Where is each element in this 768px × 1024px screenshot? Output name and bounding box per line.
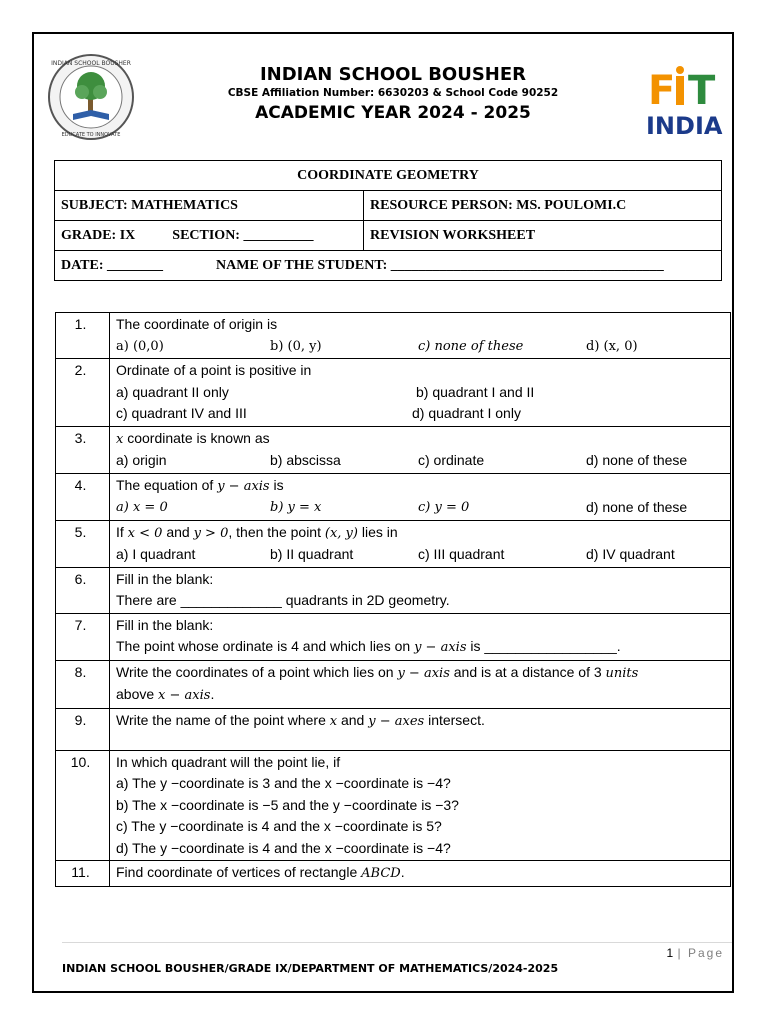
academic-year: ACADEMIC YEAR 2024 - 2025 bbox=[255, 103, 531, 123]
question-number: 5. bbox=[56, 520, 110, 567]
question-number: 3. bbox=[56, 426, 110, 473]
question-text: The coordinate of origin is bbox=[116, 316, 278, 332]
question-number: 7. bbox=[56, 613, 110, 660]
option-b: b) abscissa bbox=[270, 452, 341, 468]
question-number: 9. bbox=[56, 708, 110, 750]
question-text: x coordinate is known as bbox=[116, 429, 270, 447]
school-logo-text: INDIAN SCHOOL BOUSHER bbox=[51, 60, 131, 67]
date-field[interactable]: DATE: ________ bbox=[61, 257, 164, 273]
option-d: d) (x, 0) bbox=[586, 338, 638, 354]
question-text: If x < 0 and y > 0, then the point (x, y) lies in bbox=[116, 523, 398, 541]
sub-question-d: d) The y −coordinate is 4 and the x −coordinate is −4? bbox=[116, 839, 451, 856]
option-a: a) I quadrant bbox=[116, 546, 196, 562]
question-number: 11. bbox=[56, 861, 110, 887]
footer-text: INDIAN SCHOOL BOUSHER/GRADE IX/DEPARTMENT OF MATHEMATICS/2024-2025 bbox=[62, 962, 559, 975]
section-field[interactable]: SECTION: __________ bbox=[172, 227, 314, 243]
grade-label: GRADE: IX bbox=[61, 227, 136, 243]
school-logo bbox=[46, 52, 136, 142]
question-row bbox=[56, 660, 731, 708]
option-b: b) y = x bbox=[270, 500, 322, 515]
question-row bbox=[56, 750, 731, 861]
question-number: 6. bbox=[56, 567, 110, 613]
question-text: Write the coordinates of a point which lies on y − axis and is at a distance of 3 units bbox=[116, 663, 639, 681]
resource-person-cell: RESOURCE PERSON: MS. POULOMI.C bbox=[364, 191, 722, 221]
question-row bbox=[56, 313, 731, 359]
question-row bbox=[56, 613, 731, 660]
question-number: 10. bbox=[56, 750, 110, 861]
fit-india-logo bbox=[646, 64, 730, 138]
option-c: c) III quadrant bbox=[418, 546, 505, 562]
question-text: In which quadrant will the point lie, if bbox=[116, 753, 341, 770]
question-number: 8. bbox=[56, 660, 110, 708]
fit-logo-top: F bbox=[648, 68, 676, 114]
option-a: a) (0,0) bbox=[116, 338, 164, 354]
student-name-field[interactable]: NAME OF THE STUDENT: _______________________________________ bbox=[216, 257, 664, 273]
school-name: INDIAN SCHOOL BOUSHER bbox=[259, 64, 527, 85]
option-c: c) ordinate bbox=[418, 452, 485, 468]
question-text: Ordinate of a point is positive in bbox=[116, 362, 312, 378]
topic-title: COORDINATE GEOMETRY bbox=[55, 161, 722, 191]
question-row bbox=[56, 473, 731, 520]
fill-blank-line[interactable]: The point whose ordinate is 4 and which lies on y − axis is _________________. bbox=[116, 638, 621, 655]
page-number: 1 | Page bbox=[666, 946, 724, 960]
svg-text:T: T bbox=[688, 68, 716, 114]
option-d: d) quadrant I only bbox=[412, 405, 521, 421]
worksheet-page bbox=[32, 32, 734, 993]
fit-logo-bottom: INDIA bbox=[646, 112, 723, 138]
school-logo-motto: EDUCATE TO INNOVATE bbox=[61, 132, 121, 138]
option-d: d) none of these bbox=[586, 499, 688, 515]
worksheet-type-cell: REVISION WORKSHEET bbox=[364, 221, 722, 251]
option-a: a) origin bbox=[116, 452, 167, 468]
question-number: 2. bbox=[56, 359, 110, 427]
question-text-cont: above x − axis. bbox=[116, 686, 215, 703]
option-d: d) IV quadrant bbox=[586, 546, 675, 562]
option-d: d) none of these bbox=[586, 452, 688, 468]
option-b: b) II quadrant bbox=[270, 546, 354, 562]
question-row bbox=[56, 520, 731, 567]
info-table bbox=[54, 160, 722, 281]
question-text: Write the name of the point where x and y − axes intersect. bbox=[116, 711, 485, 729]
sub-question-c: c) The y −coordinate is 4 and the x −coordinate is 5? bbox=[116, 818, 442, 834]
sub-question-a: a) The y −coordinate is 3 and the x −coordinate is −4? bbox=[116, 775, 451, 791]
question-text: Fill in the blank: bbox=[116, 570, 214, 587]
question-text: Fill in the blank: bbox=[116, 616, 214, 633]
fill-blank-line[interactable]: There are _____________ quadrants in 2D geometry. bbox=[116, 592, 450, 608]
option-b: b) quadrant I and II bbox=[416, 383, 535, 400]
sub-question-b: b) The x −coordinate is −5 and the y −coordinate is −3? bbox=[116, 796, 459, 813]
option-a: a) x = 0 bbox=[116, 500, 168, 515]
subject-cell: SUBJECT: MATHEMATICS bbox=[55, 191, 364, 221]
question-number: 1. bbox=[56, 313, 110, 359]
question-row bbox=[56, 359, 731, 427]
question-row bbox=[56, 567, 731, 613]
option-c: c) none of these bbox=[418, 338, 524, 354]
footer-divider bbox=[62, 942, 732, 943]
questions-table bbox=[55, 312, 731, 887]
question-number: 4. bbox=[56, 473, 110, 520]
school-header bbox=[204, 64, 582, 124]
question-row bbox=[56, 708, 731, 750]
option-b: b) (0, y) bbox=[270, 338, 322, 354]
question-text: The equation of y − axis is bbox=[116, 476, 284, 494]
date-name-cell bbox=[55, 251, 722, 281]
option-a: a) quadrant II only bbox=[116, 383, 229, 400]
question-text: Find coordinate of vertices of rectangle ABCD. bbox=[116, 864, 405, 881]
question-row bbox=[56, 861, 731, 887]
option-c: c) quadrant IV and III bbox=[116, 405, 247, 421]
option-c: c) y = 0 bbox=[418, 500, 470, 515]
grade-section-cell bbox=[55, 221, 364, 251]
affiliation-line: CBSE Affiliation Number: 6630203 & School Code 90252 bbox=[227, 87, 559, 99]
question-row bbox=[56, 426, 731, 473]
